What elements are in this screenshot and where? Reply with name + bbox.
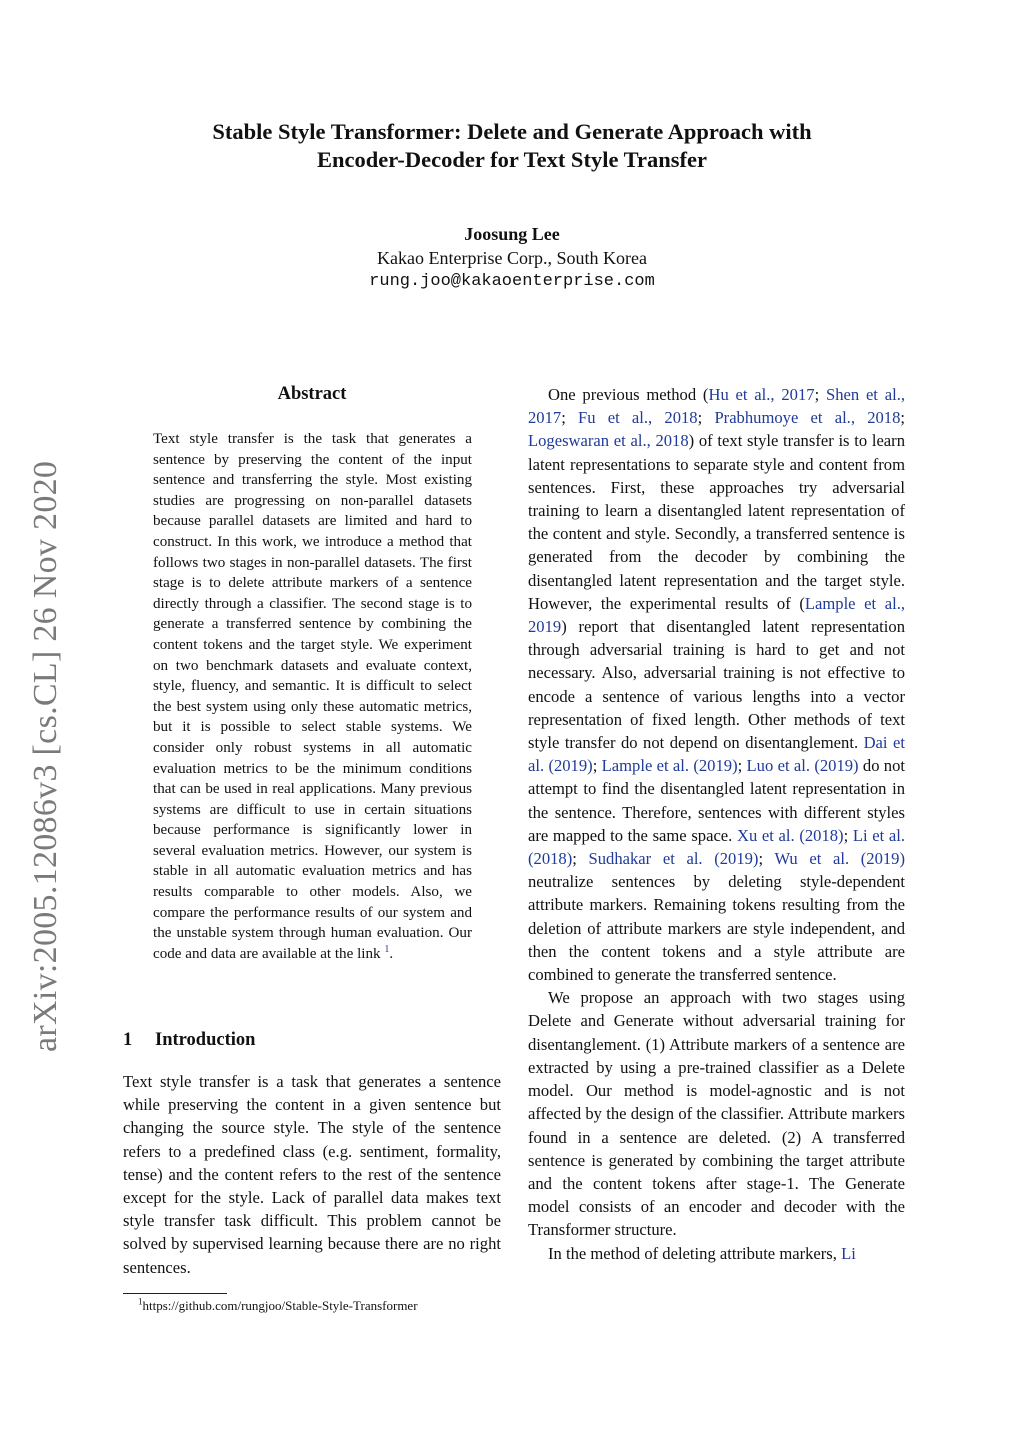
abstract-footnote-mark[interactable]: 1	[384, 943, 390, 955]
section-heading-introduction	[123, 1028, 255, 1052]
citation-link[interactable]: Fu et al., 2018	[578, 408, 698, 428]
citation-link[interactable]: Lample et al., 2019	[528, 593, 905, 637]
text-run: do not attempt to find the disentangled latent representation in the sentence. Therefore, sentences with different styles are mapped to the same space.	[528, 756, 906, 845]
citation-link[interactable]: Shen et al., 2017	[528, 385, 905, 428]
text-run: ;	[572, 849, 589, 869]
text-run: In the method of deleting attribute markers,	[548, 1243, 842, 1263]
text-run: ;	[843, 825, 853, 845]
right-column	[528, 383, 905, 1265]
text-run: ;	[592, 756, 602, 776]
author-block	[262, 222, 762, 294]
citation-link[interactable]: Logeswaran et al., 2018	[528, 431, 689, 451]
text-run: ;	[737, 756, 747, 776]
text-run: ) report that disentangled latent representation through adversarial training is hard to get and not necessary. Also, adversarial training is not effective to encode a sentence of various lengths into a vector representation of fixed length. Other methods of text style transfer do not depend on disentanglement.	[528, 617, 905, 753]
text-run: One previous method (	[548, 385, 709, 404]
text-run: ) of text style transfer is to learn latent representations to separate style and content from sentences. First, these approaches try adversarial training to learn a disentangled latent representation of the content and style. Secondly, a transferred sentence is generated from the decoder by combining the disentangled latent representation and the target style. However, the experimental results of (	[528, 431, 905, 613]
footnote-divider	[123, 1293, 227, 1294]
author-email: rung.joo@kakaoenterprise.com	[369, 272, 655, 291]
text-run: ;	[814, 385, 826, 404]
citation-link[interactable]: Wu et al. (2019)	[774, 849, 906, 869]
section-title: Introduction	[155, 1030, 256, 1050]
text-run: neutralize sentences by deleting style-dependent attribute markers. Remaining tokens resulting from the deletion of attribute markers are style independent, and then the content tokens and a style attribute are combined to generate the transferred sentence.	[528, 872, 905, 985]
introduction-paragraph: Text style transfer is a task that generates a sentence while preserving the content in a given sentence but changing the source style. The style of the sentence refers to a predefined class (e.g. sentiment, formality, tense) and the content refers to the rest of the sentence except for the style. Lack of parallel data makes text style transfer task difficult. This problem cannot be solved by supervised learning because there are no right sentences.	[123, 1072, 501, 1277]
citation-link[interactable]: Dai et al. (2019)	[528, 733, 905, 776]
footnote	[138, 1296, 508, 1316]
text-run: ;	[561, 408, 579, 428]
section-number: 1	[123, 1030, 133, 1050]
citation-link[interactable]: Hu et al., 2017	[708, 385, 815, 404]
paragraph-proposed-approach: We propose an approach with two stages using Delete and Generate without adversarial training for disentanglement. (1) Attribute markers of a sentence are extracted by using a pre-trained classifier as a Delete model. Our method is model-agnostic and is not affected by the design of the classifier. Attribute markers found in a sentence are deleted. (2) A transferred sentence is generated by combining the target attribute and the content tokens after stage-1. The Generate model consists of an encoder and decoder with the Transformer structure.	[528, 988, 905, 1240]
author-name: Joosung Lee	[464, 224, 560, 244]
citation-link[interactable]: Luo et al. (2019)	[746, 756, 859, 776]
author-affiliation: Kakao Enterprise Corp., South Korea	[377, 248, 647, 268]
paper-title-line-1: Stable Style Transformer: Delete and Generate Approach with	[212, 119, 812, 144]
text-run: ;	[697, 408, 715, 428]
paragraph-previous-methods	[528, 383, 905, 986]
abstract-end: .	[389, 945, 394, 962]
footnote-url[interactable]: https://github.com/rungjoo/Stable-Style-Transformer	[142, 1298, 418, 1313]
citation-link[interactable]: Xu et al. (2018)	[736, 825, 844, 845]
footnote-mark: 1	[138, 1296, 143, 1307]
abstract-text	[153, 429, 472, 964]
citation-link[interactable]: Li et al. (2018)	[528, 825, 905, 869]
text-run: ;	[758, 849, 775, 869]
paper-title	[140, 118, 884, 174]
citation-link[interactable]: Li	[841, 1243, 856, 1263]
text-run: ;	[900, 408, 906, 428]
citation-link[interactable]: Lample et al. (2019)	[601, 756, 738, 776]
arxiv-identifier: arXiv:2005.12086v3 [cs.CL] 26 Nov 2020	[27, 460, 64, 1052]
abstract-heading: Abstract	[277, 384, 347, 404]
citation-link[interactable]: Sudhakar et al. (2019)	[588, 849, 759, 869]
paper-title-line-2: Encoder-Decoder for Text Style Transfer	[317, 147, 707, 172]
citation-link[interactable]: Prabhumoye et al., 2018	[714, 408, 901, 428]
paragraph-deleting-markers	[528, 1242, 905, 1265]
abstract-paragraph: Text style transfer is the task that generates a sentence by preserving the content of the input sentence and transferring the style. Most existing studies are progressing on non-parallel datasets because parallel datasets are limited and hard to construct. In this work, we introduce a method that follows two stages in non-parallel datasets. The first stage is to delete attribute markers of a sentence directly through a classifier. The second stage is to generate a transferred sentence by combining the content tokens and the target style. We experiment on two benchmark datasets and evaluate context, style, fluency, and semantic. It is difficult to select the best system using only these automatic metrics, but it is possible to select stable systems. We consider only robust systems in all automatic evaluation metrics to be the minimum conditions that can be used in real applications. Many previous systems are difficult to use in certain situations because performance is significantly lower in several evaluation metrics. However, our system is stable in all automatic evaluation metrics and has results comparable to other models. Also, we compare the performance results of our system and the unstable system through human evaluation. Our code and data are available at the link	[153, 431, 472, 962]
